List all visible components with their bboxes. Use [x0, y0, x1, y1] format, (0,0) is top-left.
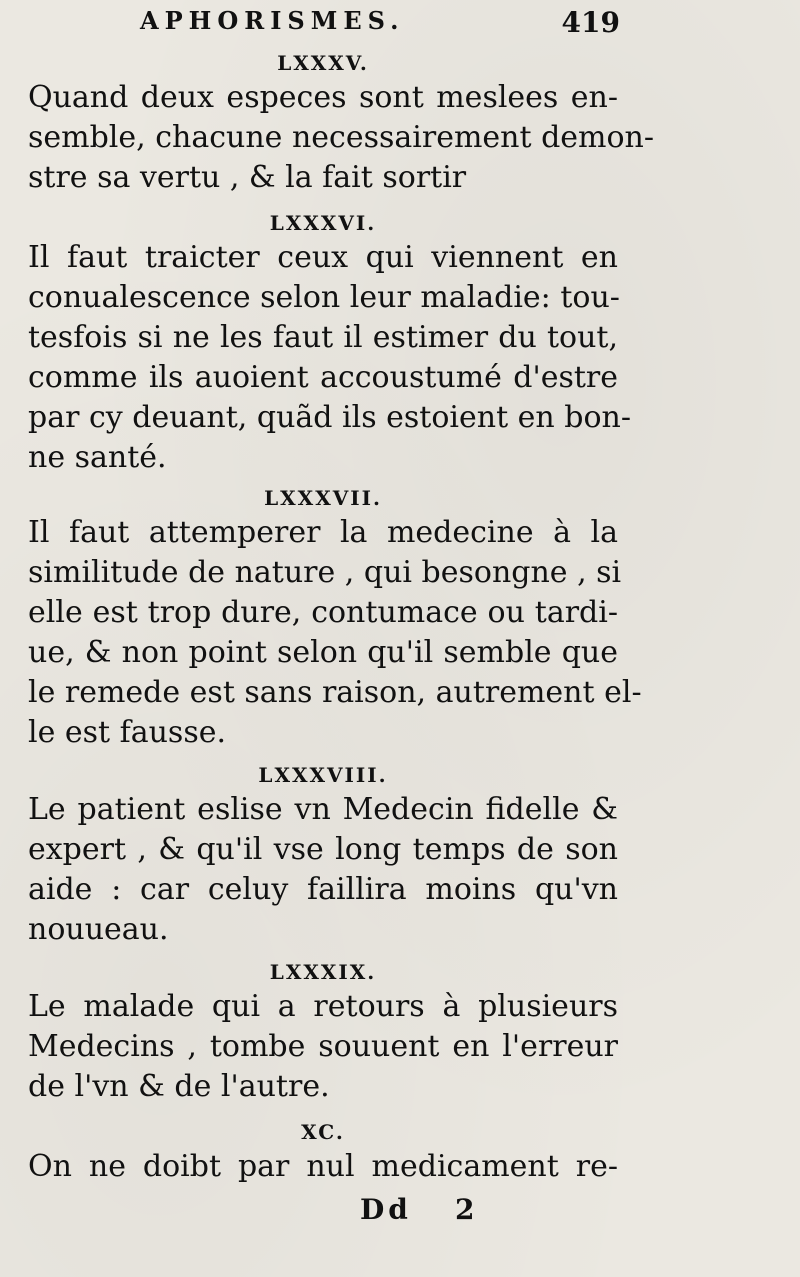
- aphorism-89: [28, 957, 618, 1107]
- aphorism-86: [28, 208, 632, 478]
- aphorism-number: LXXXIX.: [269, 960, 377, 984]
- aphorism-number: LXXXVIII.: [258, 763, 388, 787]
- text-line: ne santé.: [28, 440, 167, 475]
- aphorism-number: LXXXVI.: [269, 211, 377, 235]
- text-line: semble, chacune necessairement demon-: [28, 120, 655, 155]
- text-line: de l'vn & de l'autre.: [28, 1069, 330, 1104]
- text-line: Le malade qui a retours à plusieurs: [28, 989, 618, 1024]
- text-line: le remede est sans raison, autrement el-: [28, 675, 642, 710]
- text-line: aide : car celuy faillira moins qu'vn: [28, 872, 618, 907]
- aphorism-number: LXXXVII.: [264, 486, 382, 510]
- signature-letters: Dd: [360, 1193, 412, 1226]
- text-line: Medecins , tombe souuent en l'erreur: [28, 1029, 618, 1064]
- page-number: 419: [561, 6, 620, 39]
- aphorism-85: [28, 48, 655, 198]
- page-header: [140, 6, 620, 42]
- text-line: On ne doibt par nul medicament re-: [28, 1149, 618, 1184]
- aphorism-88: [28, 760, 618, 950]
- aphorism-90: [28, 1117, 618, 1187]
- text-line: le est fausse.: [28, 715, 227, 750]
- text-line: Le patient eslise vn Medecin fidelle &: [28, 792, 618, 827]
- text-line: Quand deux especes sont meslees en-: [28, 80, 618, 115]
- text-line: Il faut attemperer la medecine à la: [28, 515, 618, 550]
- text-line: elle est trop dure, contumace ou tardi-: [28, 595, 618, 630]
- text-line: comme ils auoient accoustumé d'estre: [28, 360, 618, 395]
- signature-mark: [360, 1193, 560, 1233]
- aphorism-number: XC.: [301, 1120, 345, 1144]
- text-line: ue, & non point selon qu'il semble que: [28, 635, 618, 670]
- aphorism-87: [28, 483, 642, 753]
- text-line: similitude de nature , qui besongne , si: [28, 555, 622, 590]
- text-line: tesfois si ne les faut il estimer du tout,: [28, 320, 618, 355]
- text-line: Il faut traicter ceux qui viennent en: [28, 240, 618, 275]
- aphorism-number: LXXXV.: [277, 51, 369, 75]
- text-line: expert , & qu'il vse long temps de son: [28, 832, 618, 867]
- text-line: stre sa vertu , & la fait sortir: [28, 160, 467, 195]
- text-line: conualescence selon leur maladie: tou-: [28, 280, 620, 315]
- text-line: nouueau.: [28, 912, 169, 947]
- running-title: APHORISMES.: [140, 6, 405, 35]
- text-line: par cy deuant, quãd ils estoient en bon-: [28, 400, 632, 435]
- signature-number: 2: [455, 1193, 475, 1226]
